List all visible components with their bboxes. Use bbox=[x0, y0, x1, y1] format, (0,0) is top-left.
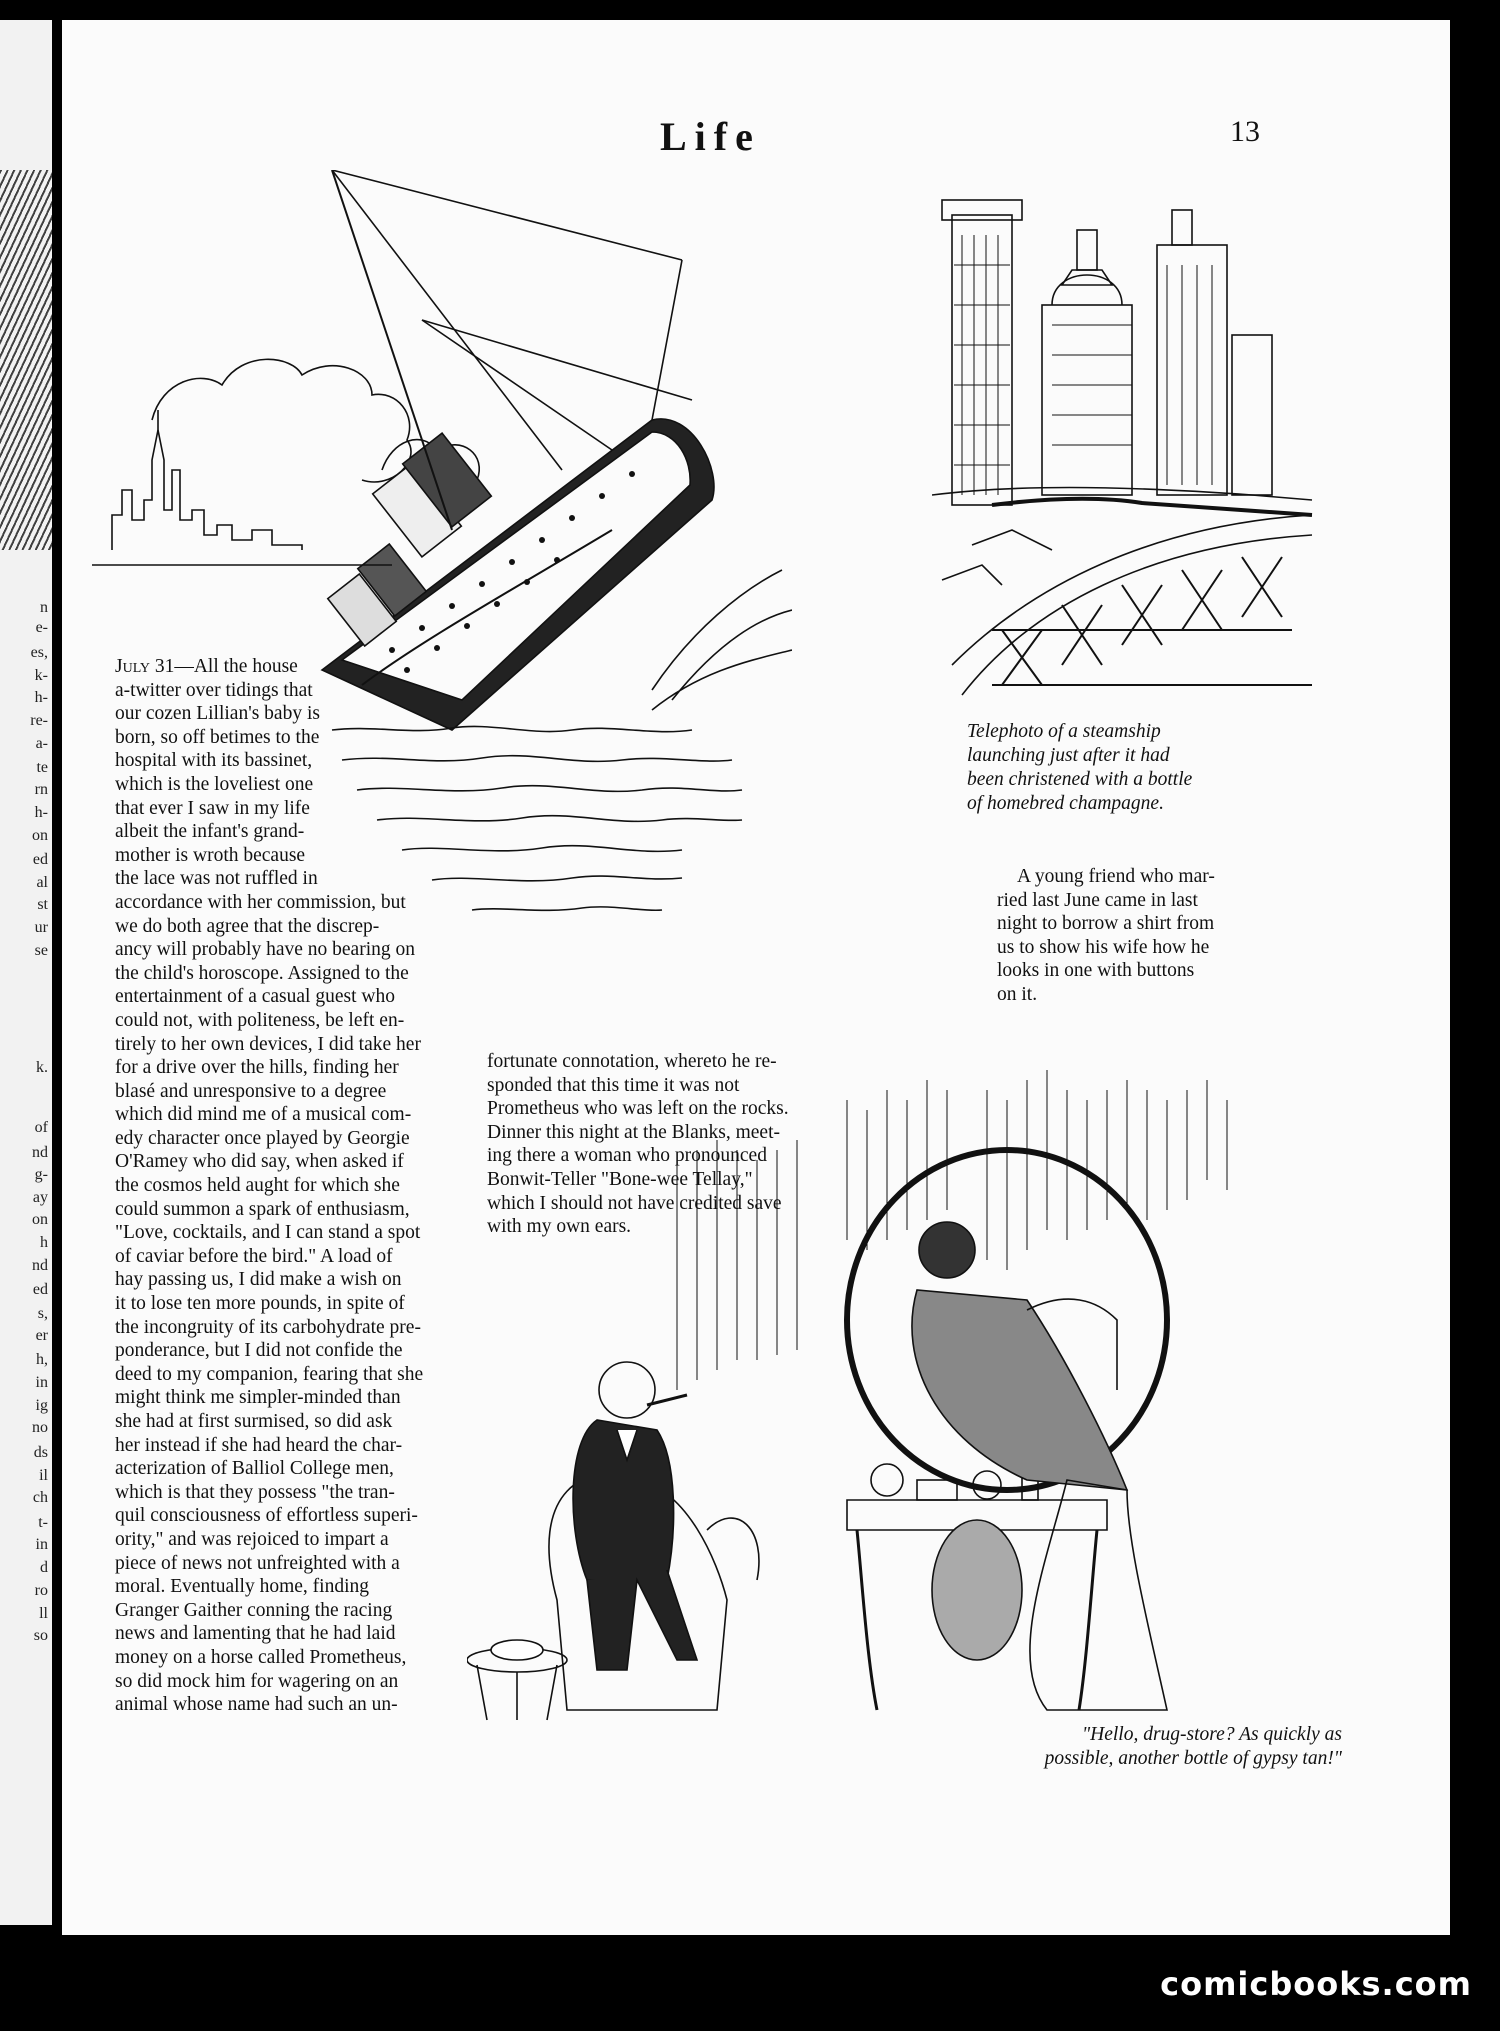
adjacent-page-fragment: on bbox=[32, 1211, 48, 1228]
diary-line: news and lamenting that he had laid bbox=[115, 1623, 396, 1645]
friend-paragraph bbox=[997, 865, 1325, 1007]
diary-line: for a drive over the hills, finding her bbox=[115, 1057, 399, 1079]
diary-line: the incongruity of its carbohydrate pre- bbox=[115, 1316, 421, 1338]
dressing-room-caption bbox=[892, 1723, 1342, 1771]
diary-line: so did mock him for wagering on an bbox=[115, 1670, 399, 1692]
adjacent-page-fragment: s, bbox=[37, 1305, 48, 1322]
diary-line: it to lose ten more pounds, in spite of bbox=[115, 1293, 405, 1315]
diary-line: which is the loveliest one bbox=[115, 773, 314, 795]
diary-line: the child's horoscope. Assigned to the bbox=[115, 962, 409, 984]
adjacent-page-fragment: ds bbox=[33, 1444, 48, 1461]
diary-line: we do both agree that the discrep- bbox=[115, 915, 380, 937]
adjacent-page-fragment: te bbox=[36, 759, 48, 776]
adjacent-page-fragment: er bbox=[35, 1327, 48, 1344]
diary-line: O'Ramey who did say, when asked if bbox=[115, 1151, 404, 1173]
diary-line: might think me simpler-minded than bbox=[115, 1387, 401, 1409]
adjacent-page-fragment: on bbox=[32, 827, 48, 844]
adjacent-page-fragment: of bbox=[34, 1119, 48, 1136]
adjacent-page-fragment: st bbox=[37, 896, 48, 913]
friend-line: night to borrow a shirt from bbox=[997, 913, 1215, 935]
diary-line: mother is wroth because bbox=[115, 844, 306, 866]
ship-caption-line: of homebred champagne. bbox=[967, 793, 1164, 814]
diary-line: acterization of Balliol College men, bbox=[115, 1458, 394, 1480]
adjacent-page-fragment: k- bbox=[34, 667, 48, 684]
adjacent-page-fragment: h- bbox=[34, 804, 48, 821]
adjacent-page-fragment: ll bbox=[39, 1605, 48, 1622]
watermark: comicbooks.com bbox=[1160, 1965, 1472, 2003]
adjacent-page-fragment: es, bbox=[30, 644, 48, 661]
adjacent-page-fragment: t- bbox=[38, 1514, 48, 1531]
adjacent-page-fragment: al bbox=[36, 874, 48, 891]
diary-line: which did mind me of a musical com- bbox=[115, 1104, 412, 1126]
diary-line: could summon a spark of enthusiasm, bbox=[115, 1198, 410, 1220]
diary-line: money on a horse called Prometheus, bbox=[115, 1646, 407, 1668]
adjacent-page-fragment: ur bbox=[34, 919, 48, 936]
adjacent-page-fragment: ch bbox=[32, 1489, 48, 1506]
diary-line: could not, with politeness, be left en- bbox=[115, 1009, 405, 1031]
adjacent-page-fragment: no bbox=[32, 1419, 48, 1436]
adjacent-page-fragment: a- bbox=[35, 735, 48, 752]
diary-line: "Love, cocktails, and I can stand a spot bbox=[115, 1222, 421, 1244]
adjacent-page-strip bbox=[0, 20, 52, 1925]
diary-line: albeit the infant's grand- bbox=[115, 821, 305, 843]
friend-line: ried last June came in last bbox=[997, 889, 1198, 911]
adjacent-page-fragment: nd bbox=[32, 1144, 48, 1161]
diary-line: the lace was not ruffled in bbox=[115, 868, 318, 890]
adjacent-page-fragment: ig bbox=[35, 1397, 48, 1414]
diary-date: July 31 bbox=[115, 656, 175, 677]
adjacent-page-fragment: h bbox=[40, 1234, 48, 1251]
continuation-line: fortunate connotation, whereto he re- bbox=[487, 1051, 777, 1072]
diary-line-text: —All the house bbox=[174, 656, 298, 677]
adjacent-page-fragment: k. bbox=[36, 1059, 48, 1076]
adjacent-page-fragment: d bbox=[40, 1559, 48, 1576]
friend-line: looks in one with buttons bbox=[997, 960, 1195, 982]
adjacent-page-fragment: ro bbox=[34, 1582, 48, 1599]
continuation-line: which I should not have credited save bbox=[487, 1192, 782, 1214]
adjacent-page-fragment: in bbox=[35, 1374, 48, 1391]
ship-caption-line: launching just after it had bbox=[967, 745, 1170, 766]
diary-line: deed to my companion, fearing that she bbox=[115, 1363, 424, 1385]
diary-line bbox=[115, 655, 489, 679]
diary-line: her instead if she had heard the char- bbox=[115, 1434, 403, 1456]
diary-line: blasé and unresponsive to a degree bbox=[115, 1080, 387, 1102]
adjacent-page-fragment: rn bbox=[34, 781, 48, 798]
magazine-page bbox=[62, 20, 1450, 1935]
ship-caption bbox=[967, 720, 1337, 816]
adjacent-page-fragment: ay bbox=[32, 1189, 48, 1206]
diary-line: Granger Gaither conning the racing bbox=[115, 1599, 393, 1621]
ship-caption-line: been christened with a bottle bbox=[967, 769, 1193, 790]
adjacent-page-fragment: in bbox=[35, 1536, 48, 1553]
adjacent-page-fragment: g- bbox=[34, 1166, 48, 1183]
dressing-caption-line: possible, another bottle of gypsy tan!" bbox=[1044, 1748, 1342, 1769]
page-number: 13 bbox=[1230, 115, 1260, 148]
diary-line: which is that they possess "the tran- bbox=[115, 1481, 395, 1503]
diary-line: quil consciousness of effortless superi- bbox=[115, 1505, 418, 1527]
continuation-column bbox=[487, 1050, 862, 1239]
continuation-line: with my own ears. bbox=[487, 1216, 632, 1238]
diary-line: a-twitter over tidings that bbox=[115, 679, 313, 701]
ship-caption-line: Telephoto of a steamship bbox=[967, 721, 1161, 742]
diary-line: hospital with its bassinet, bbox=[115, 750, 313, 772]
friend-line: A young friend who mar- bbox=[1017, 866, 1215, 887]
diary-line: that ever I saw in my life bbox=[115, 797, 310, 819]
diary-entry-column bbox=[115, 655, 489, 1717]
diary-line: born, so off betimes to the bbox=[115, 726, 320, 748]
diary-lines bbox=[115, 679, 489, 1717]
continuation-line: ing there a woman who pronounced bbox=[487, 1145, 767, 1167]
diary-line: edy character once played by Georgie bbox=[115, 1127, 410, 1149]
continuation-line: Prometheus who was left on the rocks. bbox=[487, 1098, 789, 1120]
continuation-line: Bonwit-Teller "Bone-wee Tellay," bbox=[487, 1168, 753, 1190]
dressing-caption-line: "Hello, drug-store? As quickly as bbox=[1081, 1724, 1342, 1745]
continuation-line: Dinner this night at the Blanks, meet- bbox=[487, 1121, 780, 1143]
diary-line: of caviar before the bird." A load of bbox=[115, 1245, 393, 1267]
adjacent-page-fragment: il bbox=[39, 1467, 48, 1484]
adjacent-page-fragment: h- bbox=[34, 689, 48, 706]
diary-line: tirely to her own devices, I did take her bbox=[115, 1033, 421, 1055]
continuation-line: sponded that this time it was not bbox=[487, 1074, 740, 1096]
adjacent-page-fragment: ed bbox=[32, 1281, 48, 1298]
friend-line: us to show his wife how he bbox=[997, 936, 1210, 958]
adjacent-page-fragment: e- bbox=[35, 619, 48, 636]
friend-line: on it. bbox=[997, 983, 1038, 1005]
diary-line: hay passing us, I did make a wish on bbox=[115, 1269, 402, 1291]
adjacent-page-fragment: ed bbox=[32, 851, 48, 868]
adjacent-page-fragment: so bbox=[33, 1627, 48, 1644]
diary-line: she had at first surmised, so did ask bbox=[115, 1411, 393, 1432]
adjacent-page-fragment: se bbox=[34, 942, 48, 959]
diary-line: animal whose name had such an un- bbox=[115, 1694, 398, 1716]
adjacent-page-illustration bbox=[0, 170, 52, 550]
diary-line: entertainment of a casual guest who bbox=[115, 986, 395, 1008]
diary-line: ancy will probably have no bearing on bbox=[115, 939, 415, 961]
diary-line: our cozen Lillian's baby is bbox=[115, 703, 320, 725]
adjacent-page-fragment: re- bbox=[30, 712, 48, 729]
skyline-bridge-illustration bbox=[932, 185, 1332, 700]
diary-line: piece of news not unfreighted with a bbox=[115, 1552, 400, 1574]
diary-line: the cosmos held aught for which she bbox=[115, 1175, 400, 1197]
masthead: Life bbox=[660, 114, 761, 159]
diary-line: ponderance, but I did not confide the bbox=[115, 1340, 403, 1362]
diary-line: moral. Eventually home, finding bbox=[115, 1576, 369, 1598]
diary-line: accordance with her commission, but bbox=[115, 891, 406, 913]
adjacent-page-fragment: n bbox=[40, 599, 48, 616]
adjacent-page-fragment: h, bbox=[36, 1351, 48, 1368]
adjacent-page-fragment: nd bbox=[32, 1257, 48, 1274]
diary-line: ority," and was rejoiced to impart a bbox=[115, 1528, 389, 1550]
